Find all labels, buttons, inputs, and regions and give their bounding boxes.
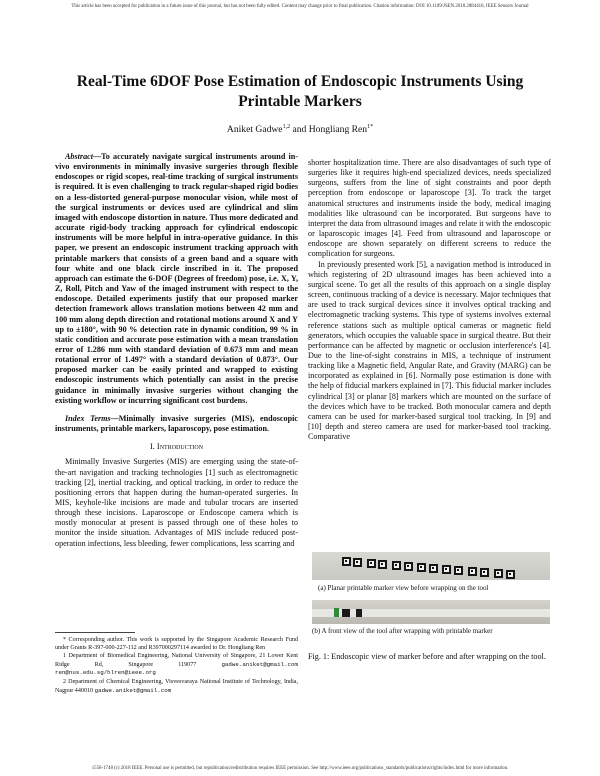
footer-notice: 1558-1748 (c) 2018 IEEE. Personal use is permitted, but republication/redistribution requires IEEE permission. See http://www.ieee.org/publications_standards/publications/rights/index.html for more information. [91, 766, 509, 771]
marker-square [454, 566, 463, 575]
marker-square [353, 558, 362, 567]
marker-square [392, 561, 401, 570]
marker-square [442, 565, 451, 574]
figure-subcaption: (a) Planar printable marker view before wrapping on the tool [318, 584, 489, 592]
index-terms-text: Minimally invasive surgeries (MIS), endoscopic instruments, printable markers, laparoscopy, pose estimation. [55, 413, 298, 434]
index-terms: Index Terms—Minimally invasive surgeries (MIS), endoscopic instruments, printable markers, laparoscopy, pose estimation. [55, 413, 298, 434]
footnote: * Corresponding author. This work is supported by the Singapore Academic Research Fund under Grants R-397-000-227-112 and R397000297114 awarded to Dr. Hongliang Ren [55, 637, 298, 651]
author-name: Aniket Gadwe [226, 124, 283, 136]
right-column [308, 158, 551, 442]
author-affiliation-mark: 1* [367, 124, 374, 130]
paper-title: Real-Time 6DOF Pose Estimation of Endoscopic Instruments Using Printable Markers [76, 73, 524, 110]
marker-square [417, 563, 426, 572]
body-paragraph: Minimally Invasive Surgeries (MIS) are emerging using the state-of-the-art navigation and tracking technologies [1] such as electromagnetic tracking [2], inertial tracking, and optical tracking, in order to reduce the positioning errors that happen during the human-operated surgeries. In MIS, keyhole-like incisions are made and tubular trocars are inserted through these incisions. Laparoscope or Endoscope camera which is mostly monocular at present is passed through one of these holes to monitor the inside situation. Advantages of MIS include reduced post-operation infections, less bleeding, fewer complications, less scarring and [55, 457, 298, 548]
wrapped-marker [342, 609, 350, 617]
footnote-text: 2 Department of Chemical Engineering, Visvesvaraya National Institute of Technology, India, Nagpur 440010 [55, 678, 298, 694]
footnote-text: 1 Department of Biomedical Engineering, National University of Singapore, 21 Lower Kent Ridge Rd, Singapore 119077 [55, 653, 298, 668]
marker-square [429, 564, 438, 573]
marker-square [342, 557, 351, 566]
footnote [55, 679, 298, 695]
green-band [334, 608, 339, 617]
marker-square [494, 569, 503, 578]
figure-caption: Fig. 1: Endoscopic view of marker before and after wrapping on the tool. [308, 652, 546, 661]
figure-photo-wrapped-tool [312, 600, 550, 624]
footnotes [55, 632, 298, 696]
abstract: Abstract—To accurately navigate surgical instruments around in-vivo environments in minimally invasive surgeries through flexible endoscopes or rigid scopes, real-time tracking of surgical instruments is required. It is even challenging to track regular-shaped rigid bodies on a less-distorted general-purpose monocular vision, while most of the surgical instruments or devices used are cylindrical and slim imaged with endoscope distortion in nature. Thus more dedicated and accurate rigid-body tracking approach for cylindrical endoscopic instruments will be more helpful in intra-operative guidance. In this paper, we present an endoscopic instrument tracking approach with printable markers that consists of a green band and a square with four white and one black circle inscribed in it. The proposed approach can estimate the 6-DOF (Degrees of freedom) pose, i.e. X, Y, Z, Roll, Pitch and Yaw of the imaged instrument with respect to the endoscope. Detailed experiments justify that our proposed marker detection framework allows translation motions between 42 mm and 100 mm along depth direction and rotational motions around X and Y up to ±180°, with 90 % detection rate in dynamic condition, 99 % in static condition and accurate pose estimation with a mean translation error of 1.286 mm with standard deviation of 0.673 mm and mean rotational error of 1.497° with a standard deviation of 0.873°. Our proposed marker can be easily printed and wrapped to existing endoscopic instruments which potentially can assist in the precise guidance in minimally invasive surgeries without changing the existing workflow or incurring significant cost burdens. [55, 152, 298, 405]
abstract-label: Abstract [65, 152, 93, 161]
footnote [55, 653, 298, 678]
author-name: Hongliang Ren [308, 124, 368, 136]
left-column [55, 152, 298, 549]
marker-square [404, 562, 413, 571]
wrapped-marker [356, 609, 362, 617]
figure-photo-planar-marker [312, 552, 550, 580]
marker-square [367, 559, 376, 568]
footnote-email: gadwe.aniket@gmail.com [94, 686, 172, 694]
header-notice: This article has been accepted for publication in a future issue of this journal, but has not been fully edited. Content may change prior to final publication. Citation information: DOI 10.1109/JSEN.2018.2884418, IEEE Sensors Journal [71, 4, 529, 9]
section-heading: I. Introduction [149, 442, 204, 452]
marker-square [378, 560, 387, 569]
author-affiliation-mark: 1,2 [282, 124, 291, 130]
author-list [60, 124, 540, 135]
index-terms-label: Index Terms [65, 413, 111, 423]
marker-square [468, 567, 477, 576]
abstract-text: To accurately navigate surgical instruments around in-vivo environments in minimally invasive surgeries through flexible endoscopes or rigid scopes, real-time tracking of surgical instruments is required. It is even challenging to track regular-shaped rigid bodies on a less-distorted general-purpose monocular vision, while most of the surgical instruments or devices used are cylindrical and slim imaged with endoscope distortion in nature. Thus more dedicated and accurate rigid-body tracking approach for cylindrical endoscopic instruments will be more helpful in intra-operative guidance. In this paper, we present an endoscopic instrument tracking approach with printable markers that consists of a green band and a square with four white and one black circle inscribed in it. The proposed approach can estimate the 6-DOF (Degrees of freedom) pose, i.e. X, Y, Z, Roll, Pitch and Yaw of the imaged instrument with respect to the endoscope. Detailed experiments justify that our proposed marker detection framework allows translation motions between 42 mm and 100 mm along depth direction and rotational motions around X and Y up to ±180°, with 90 % detection rate in dynamic condition, 99 % in static condition and accurate pose estimation with a mean translation error of 1.286 mm with standard deviation of 0.673 mm and mean rotational error of 1.497° with a standard deviation of 0.873°. Our proposed marker can be easily printed and wrapped to existing endoscopic instruments which potentially can assist in the precise guidance in minimally invasive surgeries without changing the existing workflow or incurring significant cost burdens. [55, 152, 298, 405]
footnote-email: gadwe.aniket@gmail.com ren@nus.edu.sg/hlren@ieee.org [55, 660, 298, 677]
body-paragraph: In previously presented work [5], a navigation method is introduced in which registering of 2D ultrasound images has been achieved into a surgical scene. To get all the results of this approach on a single display screen, continuous tracking of a device is necessary. Major techniques that are used to track surgical devices since it involves optical tracking and electromagnetic tracking systems. This type of systems involves external reference stations such as multiple optical cameras or magnetic field generators, which occupies the valuable space in surgical theatre. But their performance can be affected by magnetic or occlusion interference's [4]. Due to the line-of-sight constrains in MIS, a technique of instrument tracking like a Magnetic field, Angular Rate, and Gravity (MARG) can be incorporated as explained in [6]. Normally pose estimation is done with the help of fiducial markers explained in [7]. This fiducial marker includes cylindrical [3] or planar [8] markers which are mounted on the surface of the devices which have to be tracked. Both monocular camera and depth camera can be used for marker-based surgical tool tracking. In [9] and [10] depth and stereo camera are used for marker-based tool tracking. Comparative [308, 259, 551, 442]
author-joiner: and [290, 124, 309, 136]
figure-subcaption: (b) A front view of the tool after wrapping with printable marker [312, 627, 493, 635]
body-paragraph: shorter hospitalization time. There are also disadvantages of such type of surgeries like it requires high-end specialized devices, needs specialized surgeons, suffers from the line of sight constraints and poor depth perception from endoscope or laparoscope [3]. To track the target anatomical structures and instruments inside the body, medical imaging modalities like ultrasound can be incorporated. But surgeons have to interpret the data from ultrasound images and relate it with the endoscopic or laparoscopic images [4]. Feed from ultrasound and laparoscope or endoscope are shown separately on different screens to reduce the complication for surgeons. [308, 158, 551, 259]
marker-square [480, 568, 489, 577]
footnote-rule [55, 632, 135, 633]
marker-square [506, 570, 515, 579]
